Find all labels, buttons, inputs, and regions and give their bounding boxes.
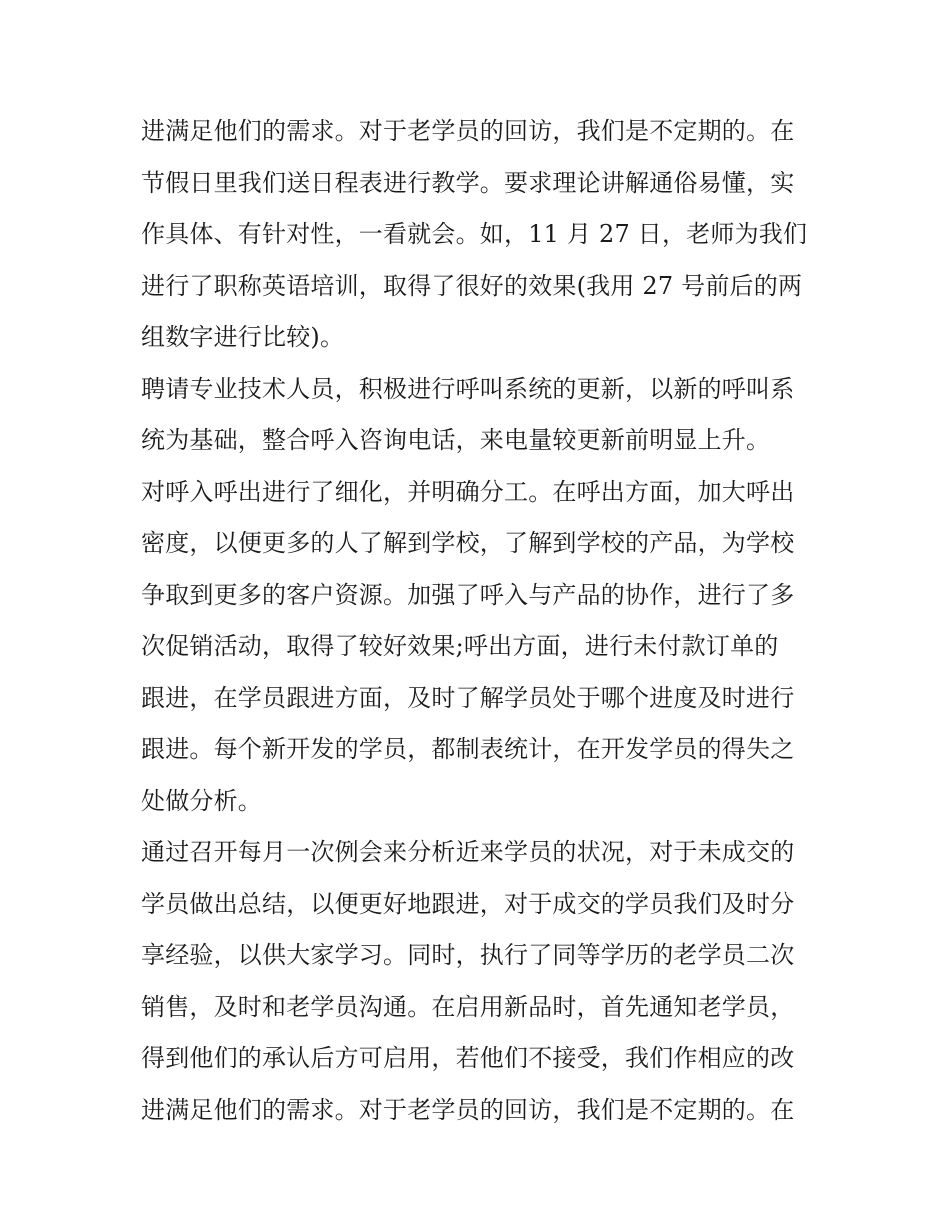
- text-line: 得到他们的承认后方可启用，若他们不接受，我们作相应的改: [141, 1044, 795, 1072]
- text-line: 处做分析。: [141, 786, 262, 815]
- text-line: 跟进，在学员跟进方面，及时了解学员处于哪个进度及时进行: [141, 683, 795, 712]
- text-line: 密度，以便更多的人了解到学校，了解到学校的产品，为学校: [141, 529, 795, 557]
- text-line: 跟进。每个新开发的学员，都制表统计，在开发学员的得失之: [141, 735, 795, 763]
- text-line: 争取到更多的客户资源。加强了呼入与产品的协作，进行了多: [141, 580, 795, 609]
- text-line: 聘请专业技术人员，积极进行呼叫系统的更新，以新的呼叫系: [141, 374, 795, 403]
- text-line: 通过召开每月一次例会来分析近来学员的状况，对于未成交的: [141, 838, 795, 866]
- text-line: 享经验，以供大家学习。同时，执行了同等学历的老学员二次: [141, 941, 795, 969]
- text-line: 销售，及时和老学员沟通。在启用新品时，首先通知老学员，: [141, 992, 795, 1021]
- text-line: 进满足他们的需求。对于老学员的回访，我们是不定期的。在: [141, 117, 795, 145]
- text-line: 统为基础，整合呼入咨询电话，来电量较更新前明显上升。: [141, 426, 771, 454]
- text-line: 进满足他们的需求。对于老学员的回访，我们是不定期的。在: [141, 1095, 795, 1124]
- text-line: 学员做出总结，以便更好地跟进，对于成交的学员我们及时分: [141, 889, 795, 918]
- text-line: 作具体、有针对性，一看就会。如，11 月 27 日，老师为我们: [141, 220, 808, 248]
- text-line: 组数字进行比较)。: [141, 323, 345, 351]
- body-text: [141, 106, 821, 1136]
- text-line: 对呼入呼出进行了细化，并明确分工。在呼出方面，加大呼出: [141, 477, 795, 506]
- text-line: 进行了职称英语培训，取得了很好的效果(我用 27 号前后的两: [141, 271, 803, 300]
- text-line: 节假日里我们送日程表进行教学。要求理论讲解通俗易懂，实: [141, 168, 795, 197]
- text-line: 次促销活动，取得了较好效果;呼出方面，进行未付款订单的: [141, 632, 779, 660]
